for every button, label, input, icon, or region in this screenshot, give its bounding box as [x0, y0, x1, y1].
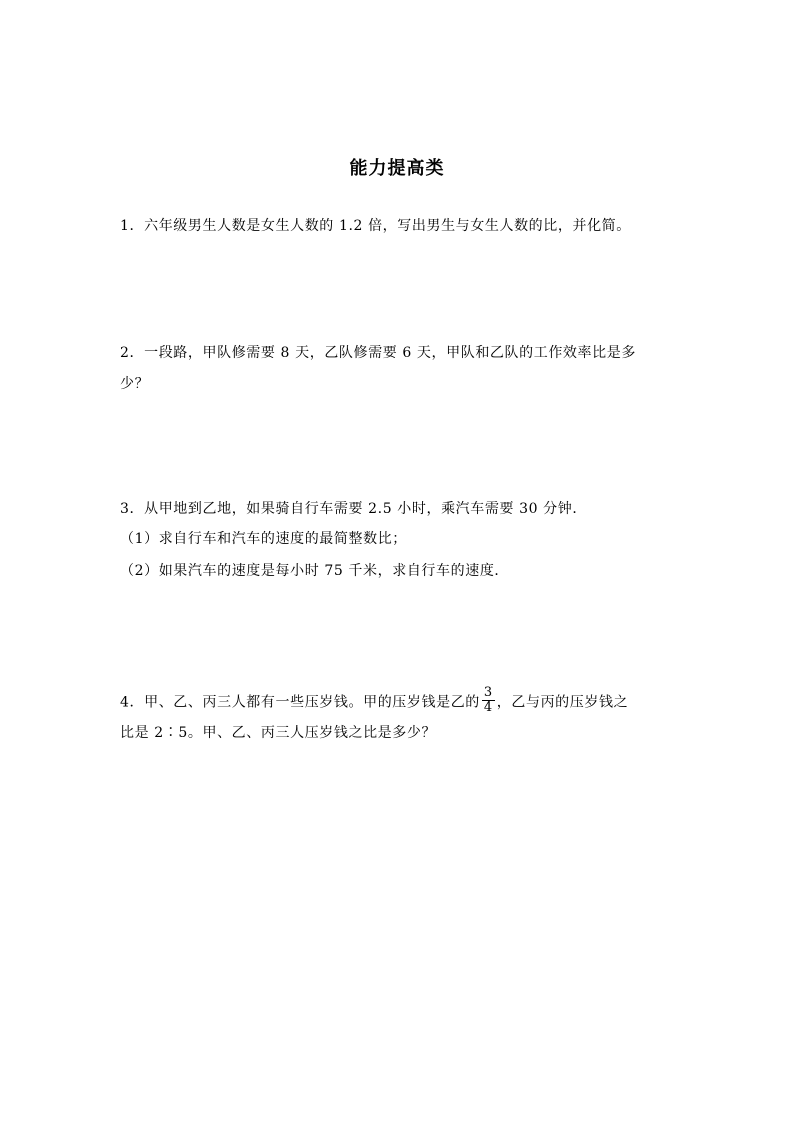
question-4-text-before-fraction: 4．甲、乙、丙三人都有一些压岁钱。甲的压岁钱是乙的 — [120, 694, 480, 711]
question-2-line-2: 少？ — [120, 376, 150, 392]
question-4-line-1 — [120, 685, 680, 717]
page-title: 能力提高类 — [349, 158, 445, 179]
fraction-three-quarters — [482, 686, 495, 715]
question-4-line-2: 比是 2∶5。甲、乙、丙三人压岁钱之比是多少？ — [120, 725, 437, 741]
question-3-subquestion-1: （1）求自行车和汽车的速度的最简整数比； — [120, 531, 407, 547]
question-4-text-after-fraction: ，乙与丙的压岁钱之 — [496, 694, 629, 711]
question-2-line-1: 2．一段路，甲队修需要 8 天，乙队修需要 6 天，甲队和乙队的工作效率比是多 — [120, 345, 636, 361]
question-1-text: 1．六年级男生人数是女生人数的 1.2 倍，写出男生与女生人数的比，并化简。 — [120, 218, 631, 234]
question-3-subquestion-2: （2）如果汽车的速度是每小时 75 千米，求自行车的速度． — [120, 563, 510, 579]
question-3-line-1: 3．从甲地到乙地，如果骑自行车需要 2.5 小时，乘汽车需要 30 分钟． — [120, 501, 587, 517]
fraction-numerator: 3 — [483, 685, 493, 700]
fraction-denominator: 4 — [483, 700, 493, 715]
